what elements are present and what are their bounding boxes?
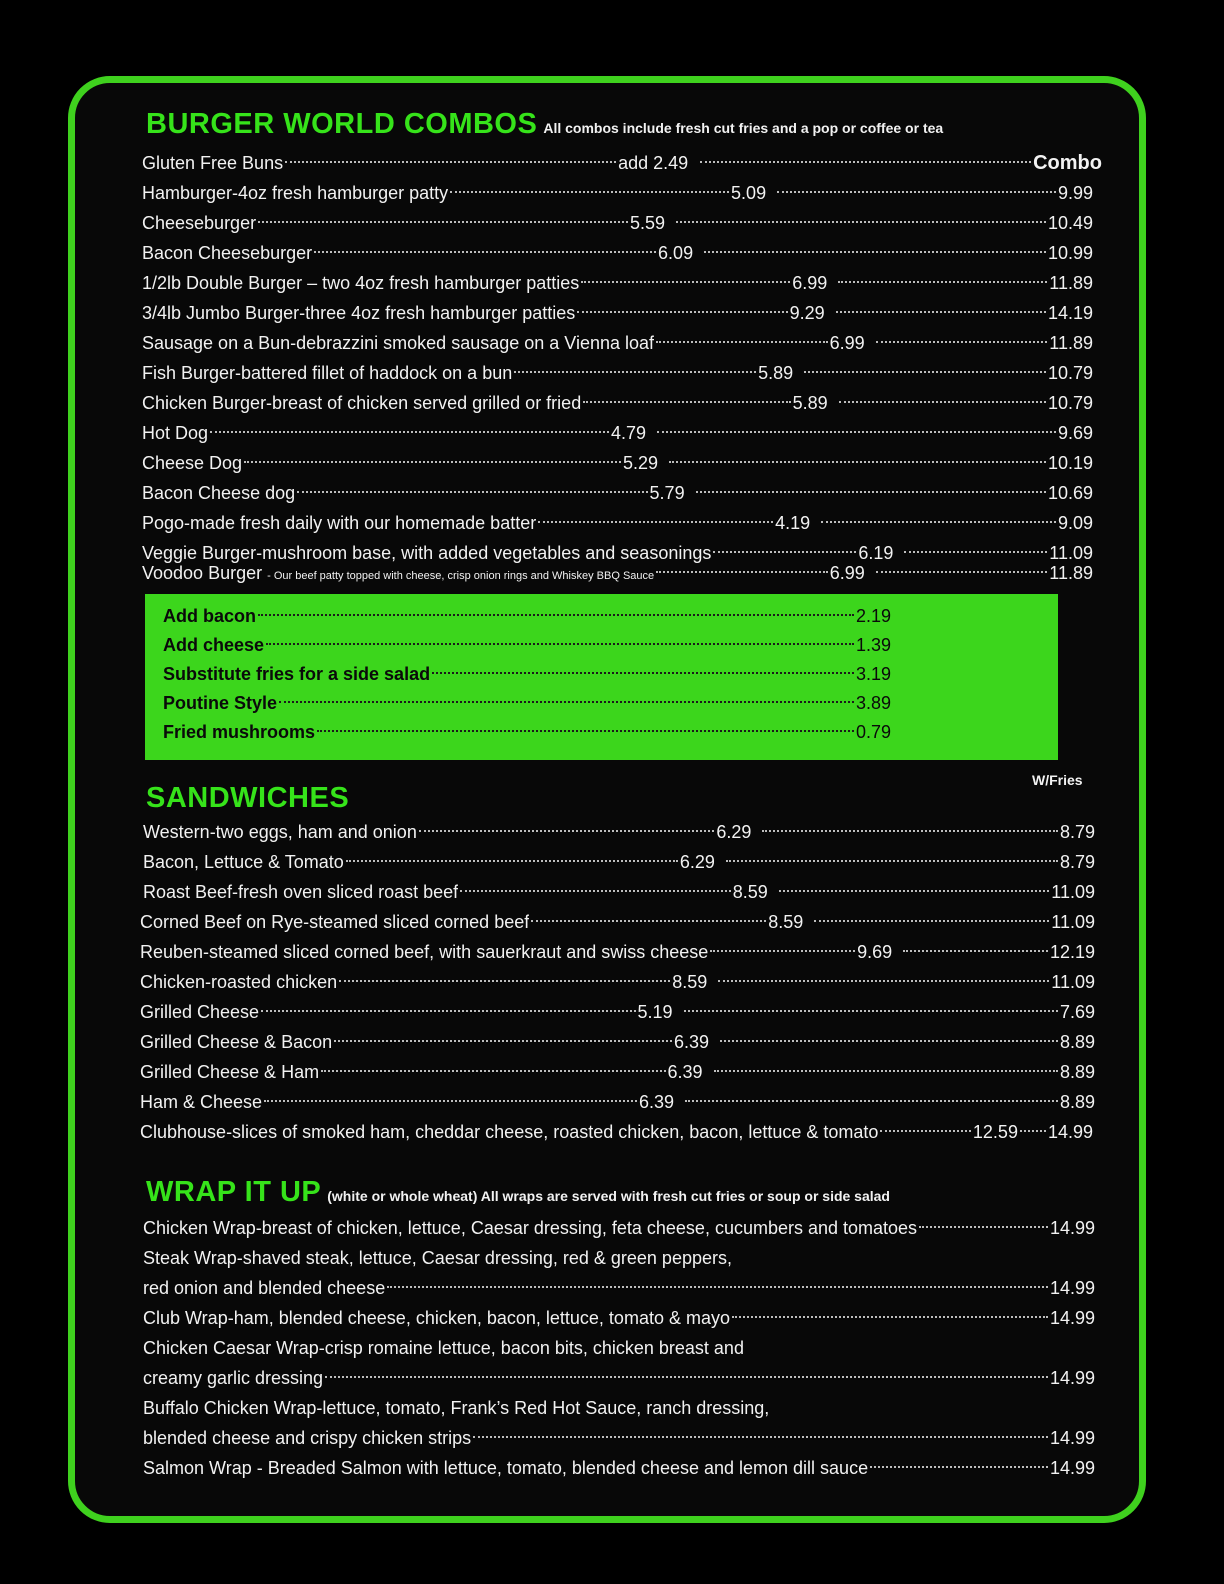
- item-name: Fish Burger-battered fillet of haddock on a bun: [142, 363, 513, 383]
- wrap-price: 14.99: [1049, 1458, 1095, 1478]
- dot-leader: [656, 341, 828, 343]
- dot-leader: [779, 890, 1050, 892]
- item-price: 5.09: [731, 183, 767, 203]
- sandwich-row: [140, 1087, 1095, 1117]
- dot-leader: [321, 1070, 665, 1072]
- dot-leader: [419, 830, 715, 832]
- addon-row: [163, 602, 891, 631]
- item-name: Grilled Cheese & Bacon: [140, 1032, 333, 1052]
- combo-row: [142, 508, 1093, 538]
- dot-leader: [473, 1436, 1048, 1438]
- voodoo-name: Voodoo Burger: [142, 563, 263, 583]
- dot-leader: [285, 161, 616, 163]
- fries-price: 8.79: [1059, 852, 1095, 872]
- dot-leader: [904, 551, 1047, 553]
- item-name: 3/4lb Jumbo Burger-three 4oz fresh hamburger patties: [142, 303, 576, 323]
- combo-price: 10.49: [1047, 213, 1093, 233]
- item-price: 4.79: [611, 423, 647, 443]
- combo-price: 10.79: [1047, 393, 1093, 413]
- wrap-line: [143, 1453, 1095, 1483]
- addon-price: 2.19: [855, 606, 891, 626]
- combo-row: [142, 298, 1093, 328]
- item-price: 8.59: [768, 912, 804, 932]
- wrap-desc-line1: Steak Wrap-shaved steak, lettuce, Caesar dressing, red & green peppers,: [143, 1248, 732, 1268]
- dot-leader: [264, 1100, 637, 1102]
- addon-name: Substitute fries for a side salad: [163, 664, 431, 684]
- dot-leader: [726, 860, 1058, 862]
- wrap-line: [143, 1303, 1095, 1333]
- dot-leader: [919, 1226, 1048, 1228]
- dot-leader: [317, 730, 854, 732]
- addon-name: Poutine Style: [163, 693, 278, 713]
- wrap-price: 14.99: [1049, 1278, 1095, 1298]
- wrap-desc-line2: [143, 1363, 1095, 1393]
- item-name: Cheese Dog: [142, 453, 243, 473]
- item-price: 5.89: [792, 393, 828, 413]
- combo-row: [142, 388, 1093, 418]
- fries-price: 8.89: [1059, 1062, 1095, 1082]
- dot-leader: [261, 1010, 635, 1012]
- sandwich-row: [143, 877, 1095, 907]
- dot-leader: [839, 401, 1046, 403]
- wrap-desc: Chicken Wrap-breast of chicken, lettuce, Caesar dressing, feta cheese, cucumbers and tomatoes: [143, 1218, 918, 1238]
- addon-price: 3.89: [855, 693, 891, 713]
- fries-price: 11.09: [1051, 882, 1096, 902]
- wraps-note: (white or whole wheat) All wraps are served with fresh cut fries or soup or side salad: [327, 1188, 890, 1204]
- dot-leader: [538, 521, 773, 523]
- addon-name: Add cheese: [163, 635, 265, 655]
- item-name: [142, 558, 654, 591]
- sandwich-row: [140, 1027, 1095, 1057]
- combo-price: 10.99: [1047, 243, 1094, 263]
- dot-leader: [870, 1466, 1048, 1468]
- dot-leader: [732, 1316, 1048, 1318]
- addon-price: 3.19: [855, 664, 891, 684]
- item-name: Hamburger-4oz fresh hamburger patty: [142, 183, 449, 203]
- item-name: Bacon Cheese dog: [142, 483, 296, 503]
- item-price: 6.39: [667, 1062, 703, 1082]
- addon-name: Fried mushrooms: [163, 722, 316, 742]
- dot-leader: [531, 920, 766, 922]
- dot-leader: [762, 830, 1058, 832]
- fries-price: 8.89: [1059, 1092, 1096, 1112]
- dot-leader: [450, 191, 729, 193]
- dot-leader: [669, 461, 1046, 463]
- dot-leader: [876, 341, 1048, 343]
- combo-row: [142, 238, 1093, 268]
- sandwich-row: [140, 967, 1095, 997]
- combo-price: 14.19: [1047, 303, 1093, 323]
- item-price: 4.19: [775, 513, 811, 533]
- fries-price: 8.89: [1059, 1032, 1095, 1052]
- sandwich-row: [140, 1057, 1095, 1087]
- combo-price: 11.89: [1049, 333, 1093, 353]
- wrap-desc-line2: [143, 1273, 1095, 1303]
- item-name: Ham & Cheese: [140, 1092, 263, 1112]
- addon-row: [163, 631, 891, 660]
- wrap-desc-line1: Buffalo Chicken Wrap-lettuce, tomato, Frank’s Red Hot Sauce, ranch dressing,: [143, 1398, 770, 1418]
- combo-price: 10.19: [1047, 453, 1093, 473]
- item-name: Pogo-made fresh daily with our homemade batter: [142, 513, 537, 533]
- sandwich-row: [143, 817, 1095, 847]
- fries-price: 7.69: [1059, 1002, 1096, 1022]
- combo-price: 11.89: [1049, 273, 1093, 293]
- combo-price: 10.69: [1047, 483, 1094, 503]
- item-price: 5.89: [758, 363, 794, 383]
- combos-title-text: BURGER WORLD COMBOS: [146, 108, 538, 140]
- wrap-row: [143, 1213, 1095, 1243]
- dot-leader: [720, 1040, 1058, 1042]
- dot-leader: [685, 1100, 1058, 1102]
- item-name: Roast Beef-fresh oven sliced roast beef: [143, 882, 459, 902]
- dot-leader: [266, 643, 854, 645]
- combos-title: [146, 108, 943, 141]
- combo-price: 11.89: [1049, 563, 1093, 583]
- dot-leader: [583, 401, 790, 403]
- combo-price: 11.09: [1049, 543, 1093, 563]
- wrap-row: [143, 1333, 1095, 1393]
- combo-price: 9.69: [1057, 423, 1093, 443]
- wrap-price: 14.99: [1049, 1218, 1095, 1238]
- fries-price: 14.99: [1047, 1122, 1093, 1142]
- item-name: Gluten Free Buns: [142, 153, 284, 173]
- addon-row: [163, 718, 891, 747]
- dot-leader: [258, 614, 854, 616]
- dot-leader: [700, 161, 1031, 163]
- dot-leader: [656, 571, 828, 573]
- dot-leader: [314, 251, 656, 253]
- wrap-price: 14.99: [1049, 1368, 1095, 1388]
- item-name: Chicken-roasted chicken: [140, 972, 338, 992]
- item-price: 8.59: [732, 882, 768, 902]
- combo-row: [142, 448, 1093, 478]
- dot-leader: [876, 571, 1048, 573]
- wrap-desc-cont: red onion and blended cheese: [143, 1278, 386, 1298]
- dot-leader: [432, 672, 854, 674]
- item-price: 6.29: [716, 822, 752, 842]
- combo-row: [142, 358, 1093, 388]
- dot-leader: [325, 1376, 1048, 1378]
- dot-leader: [244, 461, 621, 463]
- dot-leader: [696, 491, 1046, 493]
- item-price: 9.69: [857, 942, 893, 962]
- voodoo-desc: - Our beef patty topped with cheese, crisp onion rings and Whiskey BBQ Sauce: [267, 570, 655, 582]
- dot-leader: [880, 1130, 971, 1132]
- combos-note: All combos include fresh cut fries and a pop or coffee or tea: [543, 120, 944, 136]
- item-price: 6.99: [829, 563, 865, 583]
- item-name: Grilled Cheese & Ham: [140, 1062, 320, 1082]
- wrap-line: [143, 1213, 1095, 1243]
- item-price: 5.29: [623, 453, 659, 473]
- item-price: 6.39: [674, 1032, 710, 1052]
- item-name: Bacon, Lettuce & Tomato: [143, 852, 344, 872]
- dot-leader: [838, 281, 1047, 283]
- item-price: add 2.49: [618, 153, 689, 173]
- gluten-free-row: [142, 148, 1102, 178]
- dot-leader: [339, 980, 670, 982]
- dot-leader: [777, 191, 1056, 193]
- wrap-desc-line1: Chicken Caesar Wrap-crisp romaine lettuce, bacon bits, chicken breast and: [143, 1338, 744, 1358]
- dot-leader: [718, 980, 1049, 982]
- fries-price: 12.19: [1049, 942, 1096, 962]
- dot-leader: [836, 311, 1046, 313]
- item-price: 5.19: [637, 1002, 673, 1022]
- fries-price: 11.09: [1051, 972, 1096, 992]
- item-name: Grilled Cheese: [140, 1002, 260, 1022]
- wrap-desc-cont: creamy garlic dressing: [143, 1368, 324, 1388]
- wrap-price: 14.99: [1049, 1428, 1095, 1448]
- wrap-desc-cont: blended cheese and crispy chicken strips: [143, 1428, 472, 1448]
- addon-row: [163, 660, 891, 689]
- wfries-column-header: W/Fries: [1032, 772, 1083, 788]
- item-price: 6.99: [829, 333, 865, 353]
- item-price: 6.29: [679, 852, 715, 872]
- wrap-desc-line2: [143, 1423, 1095, 1453]
- dot-leader: [804, 371, 1046, 373]
- addon-price: 0.79: [855, 722, 891, 742]
- item-price: 6.39: [639, 1092, 675, 1112]
- item-name: Bacon Cheeseburger: [142, 243, 313, 263]
- dot-leader: [210, 431, 609, 433]
- addon-name: Add bacon: [163, 606, 256, 626]
- dot-leader: [903, 950, 1048, 952]
- wrap-row: [143, 1243, 1095, 1303]
- wrap-row: [143, 1303, 1095, 1333]
- combo-price: 9.99: [1057, 183, 1093, 203]
- combo-row: [142, 178, 1093, 208]
- item-price: 6.99: [792, 273, 828, 293]
- dot-leader: [713, 551, 856, 553]
- combo-row: [142, 418, 1093, 448]
- dot-leader: [704, 251, 1046, 253]
- sandwich-row: [140, 937, 1095, 967]
- wrap-row: [143, 1453, 1095, 1483]
- wraps-title: [146, 1176, 890, 1209]
- dot-leader: [821, 521, 1056, 523]
- item-name: Corned Beef on Rye-steamed sliced corned beef: [140, 912, 530, 932]
- item-name: 1/2lb Double Burger – two 4oz fresh hamburger patties: [142, 273, 580, 293]
- combo-row: [142, 268, 1093, 298]
- wrap-desc: Salmon Wrap - Breaded Salmon with lettuce, tomato, blended cheese and lemon dill sauce: [143, 1458, 869, 1478]
- dot-leader: [710, 950, 855, 952]
- item-price: 5.59: [630, 213, 666, 233]
- addon-row: [163, 689, 891, 718]
- sandwich-row: [140, 997, 1095, 1027]
- dot-leader: [297, 491, 647, 493]
- dot-leader: [346, 860, 678, 862]
- dot-leader: [387, 1286, 1048, 1288]
- wraps-title-text: WRAP IT UP: [146, 1176, 322, 1208]
- dot-leader: [279, 701, 854, 703]
- dot-leader: [334, 1040, 672, 1042]
- sandwiches-title: SANDWICHES: [146, 782, 350, 814]
- dot-leader: [676, 221, 1046, 223]
- item-name: Chicken Burger-breast of chicken served grilled or fried: [142, 393, 582, 413]
- fries-price: 8.79: [1059, 822, 1095, 842]
- clubhouse-row: [140, 1117, 1093, 1147]
- item-name: Sausage on a Bun-debrazzini smoked sausage on a Vienna loaf: [142, 333, 655, 353]
- dot-leader: [714, 1070, 1058, 1072]
- combo-row: [142, 478, 1093, 508]
- dot-leader: [258, 221, 628, 223]
- wrap-price: 14.99: [1049, 1308, 1095, 1328]
- combo-row: [142, 328, 1093, 358]
- combo-column-header: Combo: [1033, 152, 1102, 174]
- combo-row: [142, 208, 1093, 238]
- combo-price: 9.09: [1057, 513, 1094, 533]
- item-price: 8.59: [672, 972, 708, 992]
- dot-leader: [657, 431, 1056, 433]
- item-price: 6.09: [658, 243, 694, 263]
- item-price: 9.29: [789, 303, 825, 323]
- item-name: Cheeseburger: [142, 213, 257, 233]
- item-name: Hot Dog: [142, 423, 209, 443]
- item-price: 12.59: [972, 1122, 1018, 1142]
- dot-leader: [684, 1010, 1058, 1012]
- dot-leader: [581, 281, 790, 283]
- dot-leader: [577, 311, 787, 313]
- fries-price: 11.09: [1051, 912, 1096, 932]
- item-price: 6.19: [858, 543, 894, 563]
- voodoo-row: [142, 558, 1093, 588]
- wrap-row: [143, 1393, 1095, 1453]
- item-name: Clubhouse-slices of smoked ham, cheddar cheese, roasted chicken, bacon, lettuce & tomato: [140, 1122, 879, 1142]
- wrap-desc: Club Wrap-ham, blended cheese, chicken, bacon, lettuce, tomato & mayo: [143, 1308, 730, 1328]
- addons-box: [145, 594, 1058, 760]
- item-name: Reuben-steamed sliced corned beef, with sauerkraut and swiss cheese: [140, 942, 709, 962]
- item-name: Western-two eggs, ham and onion: [143, 822, 417, 842]
- sandwich-row: [143, 847, 1095, 877]
- item-price: 5.79: [649, 483, 685, 503]
- addon-price: 1.39: [855, 635, 891, 655]
- combo-price: 10.79: [1047, 363, 1093, 383]
- sandwich-row: [140, 907, 1095, 937]
- dot-leader: [460, 890, 731, 892]
- dot-leader: [514, 371, 756, 373]
- dot-leader: [1020, 1130, 1046, 1132]
- dot-leader: [814, 920, 1049, 922]
- item-name: Veggie Burger-mushroom base, with added vegetables and seasonings: [142, 543, 712, 563]
